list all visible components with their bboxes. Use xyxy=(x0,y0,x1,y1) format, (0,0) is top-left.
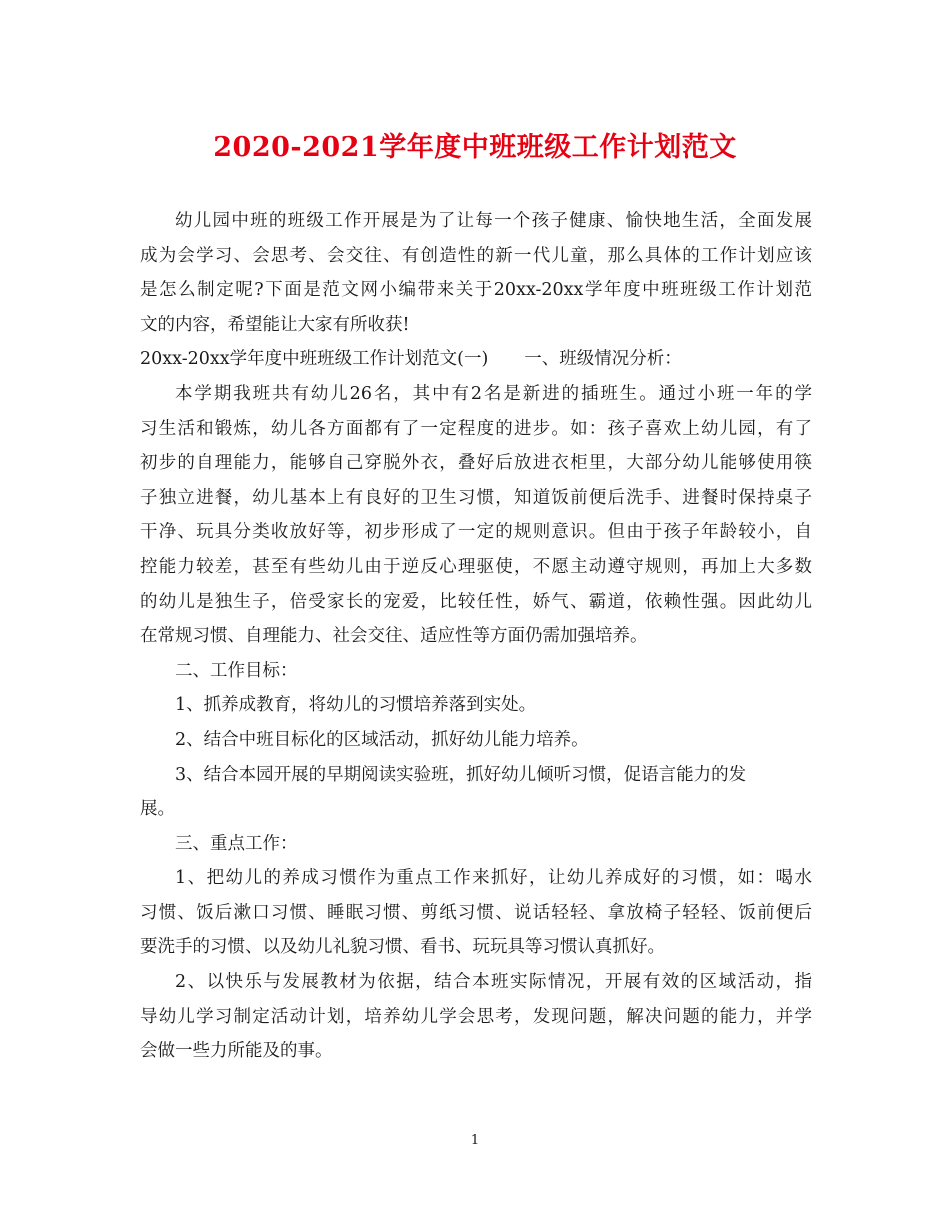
paragraph-line: 成为会学习、会思考、会交往、有创造性的新一代儿童，那么具体的工作计划应该 xyxy=(140,245,812,266)
paragraph-line: 本学期我班共有幼儿26名，其中有2名是新进的插班生。通过小班一年的学 xyxy=(175,383,812,404)
document-body xyxy=(140,204,812,1069)
list-item: 1、抓养成教育，将幼儿的习惯培养落到实处。 xyxy=(175,695,537,716)
list-item: 3、结合本园开展的早期阅读实验班，抓好幼儿倾听习惯，促语言能力的发 xyxy=(175,764,747,785)
section-heading: 二、工作目标： xyxy=(175,660,298,681)
paragraph-line: 控能力较差，甚至有些幼儿由于逆反心理驱使，不愿主动遵守规则，再加上大多数 xyxy=(140,556,812,577)
paragraph-line: 文的内容，希望能让大家有所收获! xyxy=(140,314,410,335)
section-heading: 一、班级情况分析： xyxy=(524,349,682,370)
list-item: 习惯、饭后漱口习惯、睡眠习惯、剪纸习惯、说话轻轻、拿放椅子轻轻、饭前便后 xyxy=(140,902,812,923)
paragraph-line xyxy=(140,342,812,377)
page-number: 1 xyxy=(470,1133,480,1148)
paragraph-line: 习生活和锻炼，幼儿各方面都有了一定程度的进步。如：孩子喜欢上幼儿园，有了 xyxy=(140,418,812,439)
paragraph-line: 的幼儿是独生子，倍受家长的宠爱，比较任性，娇气、霸道，依赖性强。因此幼儿 xyxy=(140,591,812,612)
paragraph-line: 在常规习惯、自理能力、社会交往、适应性等方面仍需加强培养。 xyxy=(140,626,648,647)
list-item: 2、结合中班目标化的区域活动，抓好幼儿能力培养。 xyxy=(175,729,589,750)
document-title: 2020-2021学年度中班班级工作计划范文 xyxy=(213,132,737,163)
paragraph-line: 子独立进餐，幼儿基本上有良好的卫生习惯，知道饭前便后洗手、进餐时保持桌子 xyxy=(140,487,812,508)
list-item: 1、把幼儿的养成习惯作为重点工作来抓好，让幼儿养成好的习惯，如：喝水 xyxy=(175,868,812,889)
section-heading: 三、重点工作： xyxy=(175,833,298,854)
paragraph-line: 初步的自理能力，能够自己穿脱外衣，叠好后放进衣柜里，大部分幼儿能够使用筷 xyxy=(140,453,812,474)
list-item: 展。 xyxy=(140,799,175,820)
section-heading: 20xx-20xx学年度中班班级工作计划范文(一) xyxy=(140,349,489,370)
list-item: 2、以快乐与发展教材为依据，结合本班实际情况，开展有效的区域活动，指 xyxy=(175,972,812,993)
list-item: 会做一些力所能及的事。 xyxy=(140,1041,333,1062)
list-item: 要洗手的习惯、以及幼儿礼貌习惯、看书、玩玩具等习惯认真抓好。 xyxy=(140,937,665,958)
paragraph-line: 干净、玩具分类收放好等，初步形成了一定的规则意识。但由于孩子年龄较小，自 xyxy=(140,522,812,543)
paragraph-line: 幼儿园中班的班级工作开展是为了让每一个孩子健康、愉快地生活，全面发展 xyxy=(175,211,812,231)
paragraph-line: 是怎么制定呢?下面是范文网小编带来关于20xx-20xx学年度中班班级工作计划范 xyxy=(140,280,812,301)
list-item: 导幼儿学习制定活动计划，培养幼儿学会思考，发现问题，解决问题的能力，并学 xyxy=(140,1006,812,1027)
